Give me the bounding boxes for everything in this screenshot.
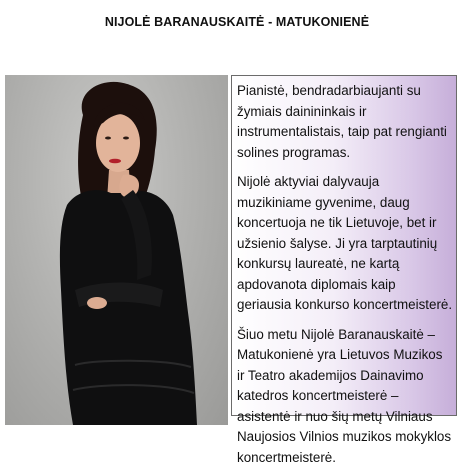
- biography-panel: [231, 75, 457, 416]
- bio-paragraph: Šiuo metu Nijolė Baranauskaitė – Matukonienė yra Lietuvos Muzikos ir Teatro akademijos Dainavimo katedros koncertmeisterė – asistentė ir nuo šių metų Vilniaus Naujosios Vilnios muzikos mokyklos koncertmeisterė.: [237, 325, 453, 468]
- bio-paragraph: Nijolė aktyviai dalyvauja muzikiniame gyvenime, daug koncertuoja ne tik Lietuvoje, bet ir užsienio šalyse. Ji yra tarptautinių konkursų laureatė, ne kartą apdovanota diplomais kaip geriausia konkurso koncertmeisterė.: [237, 172, 453, 316]
- page-title: NIJOLĖ BARANAUSKAITĖ - MATUKONIENĖ: [0, 15, 474, 29]
- portrait-photo: [5, 75, 228, 425]
- bio-paragraph: Pianistė, bendradarbiaujanti su žymiais dainininkais ir instrumentalistais, taip pat rengianti solines programas.: [237, 81, 453, 163]
